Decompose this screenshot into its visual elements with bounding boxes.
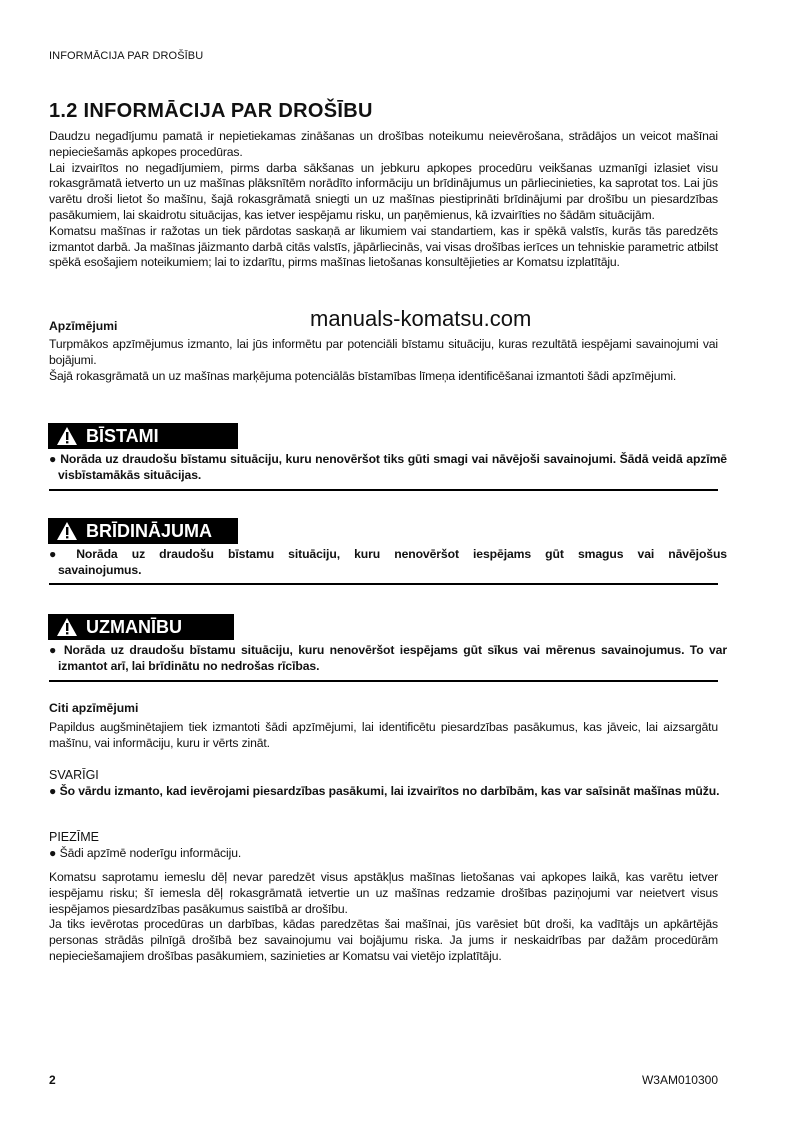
important-text: ● Šo vārdu izmanto, kad ievērojami piesardzības pasākumi, lai izvairītos no darbībām, kas var saīsināt mašīnas mūžu. <box>49 784 720 798</box>
warning-triangle-icon <box>56 521 78 541</box>
warning-text: ● Norāda uz draudošu bīstamu situāciju, kuru nenovēršot iespējams gūt smagus vai nāvējošus savainojumus. <box>49 547 727 577</box>
note-text: ● Šādi apzīmē noderīgu informāciju. <box>49 846 242 860</box>
document-code: W3AM010300 <box>641 1073 718 1087</box>
bullet-text: Norāda uz draudošu bīstamu situāciju, kuru nenovēršot tiks gūti smagi vai nāvējoši savainojumi. Šādā veidā apzīmē visbīstamākās situācijas. <box>58 452 727 482</box>
important-label: SVARĪGI <box>49 768 99 782</box>
caution-badge <box>48 614 234 640</box>
bullet-text: Norāda uz draudošu bīstamu situāciju, kuru nenovēršot iespējams gūt smagus vai nāvējošus savainojumus. <box>58 547 727 577</box>
symbols-heading: Apzīmējumi <box>49 319 118 333</box>
closing-text <box>49 870 718 965</box>
divider <box>49 489 718 491</box>
running-header: INFORMĀCIJA PAR DROŠĪBU <box>49 50 204 62</box>
page-number: 2 <box>49 1073 56 1087</box>
badge-label: BRĪDINĀJUMA <box>86 520 212 541</box>
danger-text: ● Norāda uz draudošu bīstamu situāciju, kuru nenovēršot tiks gūti smagi vai nāvējoši savainojumi. Šādā veidā apzīmē visbīstamākās situācijas. <box>49 452 727 482</box>
paragraph: Ja tiks ievērotas procedūras un darbības, kādas paredzētas šai mašīnai, jūs varēsiet būt droši, ka vadītājs un apkārtējās personas strādās pilnīgā drošībā bez savainojumu vai bojājumu riska. Ja jums ir neskaidrības par dažām procedūrām nepieciešamajiem drošības pasākumiem, sazinieties ar Komatsu vai vietējo izplatītāju. <box>49 917 718 963</box>
warning-badge <box>48 518 238 544</box>
paragraph: Šajā rokasgrāmatā un uz mašīnas marķējuma potenciālās bīstamības līmeņa identificēšanai izmantoti šādi apzīmējumi. <box>49 368 677 383</box>
other-symbols-text: Papildus augšminētajiem tiek izmantoti šādi apzīmējumi, lai identificētu piesardzības pasākumus, kas jāveic, lai aizsargātu mašīnu, vai informāciju, kuru ir vērts zināt. <box>49 720 718 750</box>
bullet-text: Šādi apzīmē noderīgu informāciju. <box>59 846 242 860</box>
paragraph: Lai izvairītos no negadījumiem, pirms darba sākšanas un jebkuru apkopes procedūru veikšanas uzmanīgi izlasiet visu rokasgrāmatā ietverto un uz mašīnas plāksnītēm norādīto informāciju un brīdinājumus un pārliecinieties, ka saprotat tos. Lai jūs varētu droši lietot šo mašīnu, šajā rokasgrāmatā sniegti un uz mašīnas piestiprināti brīdinājumi par drošību un piesardzības pasākumiem, lai skaidrotu situācijas, kas ietver iespējamu risku, un paņēmienus, kā izvairīties no šādām situācijām. <box>49 160 718 222</box>
bullet-text: Šo vārdu izmanto, kad ievērojami piesardzības pasākumi, lai izvairītos no darbībām, kas var saīsināt mašīnas mūžu. <box>59 784 720 798</box>
symbols-text <box>49 337 718 384</box>
paragraph: Daudzu negadījumu pamatā ir nepietiekamas zināšanas un drošības noteikumu neievērošana, strādājos un veicot mašīnai nepieciešamās apkopes procedūras. <box>49 129 718 159</box>
watermark: manuals-komatsu.com <box>310 306 532 331</box>
danger-badge <box>48 423 238 449</box>
warning-triangle-icon <box>56 617 78 637</box>
paragraph: Komatsu mašīnas ir ražotas un tiek pārdotas saskaņā ar likumiem vai standartiem, kas ir spēkā valstīs, kurās tās paredzēts izmantot darbā. Ja mašīnas jāizmanto darbā citās valstīs, jāpārliecinās, vai visas drošības ierīces un tehniskie parametric atbilst spēkā esošajiem noteikumiem; lai to izdarītu, pirms mašīnas lietošanas konsultējieties ar Komatsu izplatītāju. <box>49 223 718 270</box>
bullet-text: Norāda uz draudošu bīstamu situāciju, kuru nenovēršot iespējams gūt sīkus vai mērenus savainojumus. To var izmantot arī, lai brīdinātu no nedrošas rīcības. <box>58 643 727 673</box>
warning-triangle-icon <box>56 426 78 446</box>
other-symbols-heading: Citi apzīmējumi <box>49 701 139 715</box>
section-title: 1.2 INFORMĀCIJA PAR DROŠĪBU <box>49 100 373 122</box>
paragraph: Komatsu saprotamu iemeslu dēļ nevar paredzēt visus apstākļus mašīnas lietošanas vai apkopes laikā, kas varētu ietver iespējamu risku; šī iemesla dēļ rokasgrāmatā ietvertie un uz mašīnas redzamie drošības paziņojumi var neietvert visus iespējamos piesardzības pasākumus saistībā ar drošību. <box>49 870 718 916</box>
note-label: PIEZĪME <box>49 830 100 844</box>
caution-text: ● Norāda uz draudošu bīstamu situāciju, kuru nenovēršot iespējams gūt sīkus vai mērenus savainojumus. To var izmantot arī, lai brīdinātu no nedrošas rīcības. <box>49 643 727 673</box>
intro-text <box>49 129 718 271</box>
divider <box>49 680 718 682</box>
paragraph: Turpmākos apzīmējumus izmanto, lai jūs informētu par potenciāli bīstamu situāciju, kuras rezultātā iespējami savainojumi vai bojājumi. <box>49 337 718 367</box>
divider <box>49 583 718 585</box>
badge-label: UZMANĪBU <box>86 616 182 637</box>
badge-label: BĪSTAMI <box>86 425 159 446</box>
